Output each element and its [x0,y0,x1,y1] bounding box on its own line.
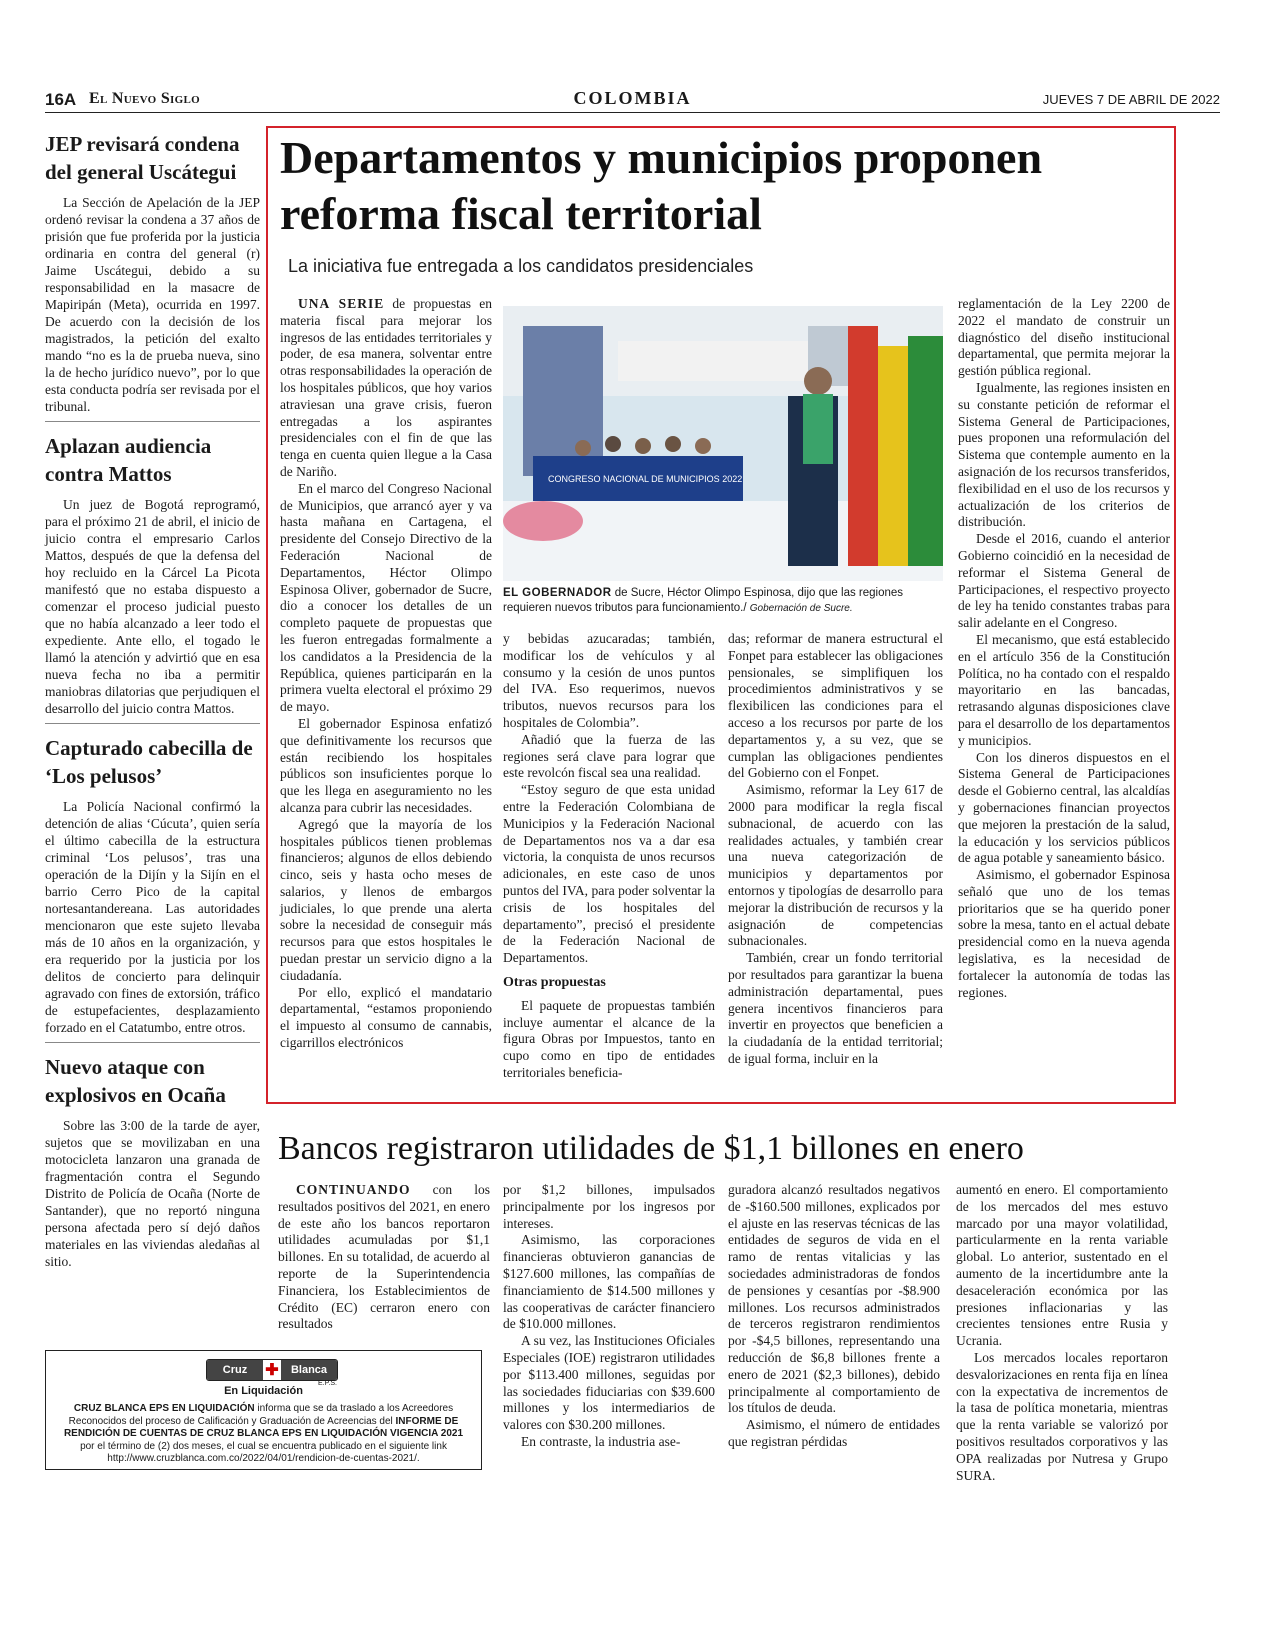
cross-icon: ✚ [263,1360,281,1380]
article-paragraph: por $1,2 billones, impulsados principalmente por los ingresos por intereses. [503,1182,715,1231]
article-paragraph: Los mercados locales reportaron desvalorizaciones en renta fija en línea con la expectativa de incrementos de la tasa de política monetaria, mientras que la renta variable se valorizó por positivos resultados corporativos y las OPA realizadas por Nutresa y Grupo SURA. [956,1349,1168,1483]
article-paragraph: reglamentación de la Ley 2200 de 2022 el mandato de construir un diagnóstico del diseño institucional departamental, que permita mejorar la gestión pública regional. [958,296,1170,379]
brief-title: Aplazan audiencia contra Mattos [45,434,212,486]
article-paragraph: das; reformar de manera estructural el Fonpet para establecer las obligaciones pensionales, se simplifiquen los procedimientos administrativos y se flexibilicen las condiciones para el acceso a los recursos por parte de los departamentos y, a su vez, que se cumplan las obligaciones pendientes del Gobierno con el Fonpet. [728,631,943,781]
article-paragraph: Por ello, explicó el mandatario departamental, “estamos proponiendo el impuesto al consumo de cannabis, cigarrillos electrónicos [280,984,492,1051]
article-column-2 [503,631,715,1082]
article-paragraph: Asimismo, reformar la Ley 617 de 2000 para modificar la regla fiscal subnacional, de acuerdo con las realidades actuales, y también crear una nueva categorización de municipios y departamentos por entornos y tipologías de desarrollo para mejorar la distribución de recursos y la asignación de competencias subnacionales. [728,782,943,949]
brief-article [45,432,260,724]
brief-body: La Sección de Apelación de la JEP ordenó revisar la condena a 37 años de prisión que fue proferida por la justicia ordinaria en contra del general (r) Jaime Uscátegui, debido a su responsabilidad en la masacre de Mapiripán (Meta), ocurrida en 1997. De acuerdo con la decisión de los magistrados, la petición del exalto mando “no es la de prueba nueva, sino la de hecho jurídico nuevo”, por lo que esta conducta podría ser revisada por el tribunal. [45,195,260,414]
page-header [45,88,1220,113]
photo-caption: EL GOBERNADOR de Sucre, Héctor Olimpo Espinosa, dijo que las regiones requieren nuevos tributos para funcionamiento./ Gobernación de Sucre. [503,587,904,614]
article-subhead: Otras propuestas [503,974,606,990]
article-paragraph: Agregó que la mayoría de los hospitales públicos tienen problemas financieros; algunos de ellos debiendo cinco, seis y hasta ocho meses de salarios, y llenos de embargos judiciales, lo que prende una alerta sobre la necesidad de conseguir más recursos para que estos hospitales le puedan prestar un servicio digno a la ciudadanía. [280,816,492,983]
lead-kicker: CONTINUANDO [296,1182,411,1197]
ad-text: CRUZ BLANCA EPS EN LIQUIDACIÓN informa que se da traslado a los Acreedores Reconocidos del proceso de Calificación y Graduación de Acreencias del INFORME DE RENDICIÓN DE CUENTAS DE CRUZ BLANCA EPS EN LIQUIDACIÓN VIGENCIA 2021 por el término de (2) dos meses, el cual se encuentra publicado en el siguiente link http://www.cruzblanca.com.co/2022/04/01/rendicion-de-cuentas-2021/. [63,1403,464,1464]
article-paragraph: aumentó en enero. El comportamiento de los mercados del mes estuvo marcado por una mayor volatilidad, particularmente en la renta variable global. Lo anterior, sustentado en el aumento de la incertidumbre ante la desaceleración económica por las presiones inflacionarias y las crecientes tensiones entre Rusia y Ucrania. [956,1182,1168,1349]
article-paragraph: El gobernador Espinosa enfatizó que definitivamente los recursos que están recibiendo los hospitales públicos son insuficientes porque lo que les llega en aseguramiento no les alcanza para cubrir las necesidades. [280,715,492,815]
article-paragraph: El mecanismo, que está establecido en el artículo 356 de la Constitución Política, no ha contado con el respaldo mayoritario en las bancadas, retrasando algunas disposiciones clave para el desarrollo de los departamentos y municipios. [958,631,1170,748]
brief-article [45,1053,260,1276]
brief-title: Capturado cabecilla de ‘Los pelusos’ [45,736,253,788]
second-article-column-3 [728,1182,940,1451]
cruz-blanca-logo: Cruz ✚ Blanca [206,1359,338,1381]
main-article [266,126,1176,1104]
second-headline: Bancos registraron utilidades de $1,1 billones en enero [278,1130,1024,1167]
brief-body: Sobre las 3:00 de la tarde de ayer, sujetos que se movilizaban en una motocicleta lanzaron una granada de fragmentación contra el Segundo Distrito de Policía de Ocaña (Norte de Santander), que no reportó ninguna persona afectada pero sí dejó daños materiales en las viviendas aledañas al sitio. [45,1118,260,1269]
article-paragraph: Añadió que la fuerza de las regiones será clave para lograr que este revolcón fiscal sea una realidad. [503,731,715,781]
second-article-column-2 [503,1182,715,1451]
brief-title: JEP revisará condena del general Uscátegui [45,132,240,184]
conference-photo [503,306,943,581]
article-paragraph: A su vez, las Instituciones Oficiales Especiales (IOE) registraron utilidades por $113.400 millones, seguidas por las sociedades fiduciarias con $39.600 millones y los intermediarios de valores con $30.200 millones. [503,1333,715,1433]
article-column-4 [958,296,1170,1001]
lead-kicker: UNA SERIE [298,296,385,311]
brief-article [45,130,260,422]
second-article-column-1 [278,1182,490,1333]
section-title: COLOMBIA [573,88,692,108]
photo-banner: CONGRESO NACIONAL DE MUNICIPIOS 2022 [548,474,743,484]
article-paragraph: Con los dineros dispuestos en el Sistema General de Participaciones desde el Gobierno central, las alcaldías y gobernaciones financian proyectos que mejoren la prestación de la salud, la educación y los servicios públicos de agua potable y saneamiento básico. [958,749,1170,866]
page-number: 16A [45,90,77,109]
issue-date: JUEVES 7 DE ABRIL DE 2022 [1042,92,1220,107]
brief-body: La Policía Nacional confirmó la detención de alias ‘Cúcuta’, quien sería el último cabecilla de la estructura criminal ‘Los pelusos’, tras una operación de la Dijín y la Sijín en el barrio Cerro Pico de la capital nortesantandereana. Las autoridades mencionaron que este sujeto llevaba más de 10 años en la organización, y era requerido por la justicia por los delitos de concierto para delinquir agravado con fines de extorsión, tráfico de estupefacientes, desplazamiento forzado en el Catatumbo, entre otros. [45,799,260,1035]
article-paragraph: También, crear un fondo territorial por resultados para garantizar la buena administración departamental, pues genera incentivos financieros para invertir en proyectos que beneficien a la ciudadanía de la entidad territorial; de igual forma, incluir en la [728,950,943,1066]
article-column-1 [280,296,492,1052]
article-paragraph: guradora alcanzó resultados negativos de -$160.500 millones, explicados por el ajuste en las reservas técnicas de las entidades de seguros de vida en el ramo de rentas vitalicias y las sociedades administradoras de fondos de pensiones y cesantías por -$8.900 millones. Los recursos administrados de terceros registraron rendimientos por -$4,5 billones, representando una reducción de $6,8 billones frente a enero de 2021 ($2,3 billones), debido principalmente al comportamiento de los títulos de deuda. [728,1182,940,1416]
article-paragraph: Asimismo, las corporaciones financieras obtuvieron ganancias de $127.600 millones, las compañías de financiamiento de $14.500 millones y las cooperativas de carácter financiero de $10.000 millones. [503,1232,715,1332]
legal-notice-ad: Cruz ✚ Blanca E.P.S. En Liquidación CRUZ BLANCA EPS EN LIQUIDACIÓN informa que se da traslado a los Acreedores Reconocidos del proceso de Calificación y Graduación de Acreencias del INFORME DE RENDICIÓN DE CUENTAS DE CRUZ BLANCA EPS EN LIQUIDACIÓN VIGENCIA 2021 por el término de (2) dos meses, el cual se encuentra publicado en el siguiente link http://www.cruzblanca.com.co/2022/04/01/rendicion-de-cuentas-2021/. [45,1350,482,1470]
article-paragraph: UNA SERIE de propuestas en materia fiscal para mejorar los ingresos de las entidades territoriales y poder, de esa manera, solventar entre otras responsabilidades la operación de los hospitales públicos, que hoy varios atraviesan una grave crisis, fueron entregadas a los aspirantes presidenciales con el fin de que las tenga en cuenta quien llegue a la Casa de Nariño. [280,296,492,479]
masthead: El Nuevo Siglo [89,90,200,107]
article-paragraph: Igualmente, las regiones insisten en su constante petición de reformar el Sistema General de Participaciones, pues proponen una reformulación del Sistema que contemple aumento en la asignación de los recursos transferidos, flexibilidad en el uso de los recursos y actualización de los criterios de distribución. [958,379,1170,530]
article-paragraph: Asimismo, el gobernador Espinosa señaló que uno de los temas prioritarios que se ha querido poner sobre la mesa, tanto en el actual debate presidencial como en la nueva agenda legislativa, es la necesidad de fortalecer la autonomía de todas las regiones. [958,867,1170,1000]
brief-title: Nuevo ataque con explosivos en Ocaña [45,1055,226,1107]
ad-subtitle: En Liquidación [224,1385,303,1397]
article-column-3 [728,631,943,1068]
article-paragraph: y bebidas azucaradas; también, modificar los de vehículos y al consumo y la cesión de unos puntos del IVA. Eso requerimos, nuevos tributos, nuevos recursos para los hospitales de Colombia”. [503,631,715,730]
photo-credit: Gobernación de Sucre. [749,603,853,614]
news-briefs-sidebar [45,130,260,1286]
article-paragraph: Asimismo, el número de entidades que registran pérdidas [728,1417,940,1449]
brief-body: Un juez de Bogotá reprogramó, para el próximo 21 de abril, el inicio de juicio contra el empresario Carlos Mattos, después de que la defensa del hoy recluido en la Cárcel La Picota manifestó que no estaba dispuesto a comenzar el proceso judicial puesto que no había alcanzado a leer todo el expediente. Ante ello, el togado le llamó la atención y advirtió que en esa nueva fecha no iba a permitir maniobras dilatorias que perjudiquen el desarrollo del juicio contra Mattos. [45,497,260,716]
main-subtitle: La iniciativa fue entregada a los candidatos presidenciales [288,256,754,276]
second-article-column-4 [956,1182,1168,1484]
article-paragraph: Desde el 2016, cuando el anterior Gobierno coincidió en la necesidad de reformar el Sistema General de Participaciones, el respectivo proyecto de ley ha tenido constantes trabas para salir adelante en el Congreso. [958,531,1170,631]
article-paragraph: En contraste, la industria ase- [521,1433,681,1449]
main-headline: Departamentos y municipios proponen reforma fiscal territorial [280,132,1043,239]
article-paragraph: CONTINUANDO con los resultados positivos del 2021, en enero de este año los bancos reportaron utilidades acumuladas por $1,1 billones. En su totalidad, de acuerdo al reporte de la Superintendencia Financiera, los Establecimientos de Crédito (EC) cerraron enero con resultados [278,1182,490,1332]
article-photo [503,306,943,581]
article-paragraph: “Estoy seguro de que esta unidad entre la Federación Colombiana de Municipios y la Federación Nacional de Departamentos nos va a dar esa victoria, la conquista de unos recursos adicionales, en este caso de unos puntos del IVA, para poder solventar la crisis de los hospitales del departamento”, precisó el presidente de la Federación Nacional de Departamentos. [503,782,715,966]
article-paragraph: En el marco del Congreso Nacional de Municipios, que arrancó ayer y va hasta mañana en Cartagena, el presidente del Consejo Directivo de la Federación Nacional de Departamentos, Héctor Olimpo Espinosa Oliver, gobernador de Sucre, dio a conocer los detalles de un completo paquete de propuestas que les fueron entregadas formalmente a los candidatos a la Presidencia de la República, quienes participarán en la primera vuelta electoral el próximo 29 de mayo. [280,480,492,715]
brief-article [45,734,260,1043]
article-paragraph: El paquete de propuestas también incluye aumentar el alcance de la figura Obras por Impuestos, tanto en cupo como en tipo de entidades territoriales beneficia- [503,997,715,1080]
